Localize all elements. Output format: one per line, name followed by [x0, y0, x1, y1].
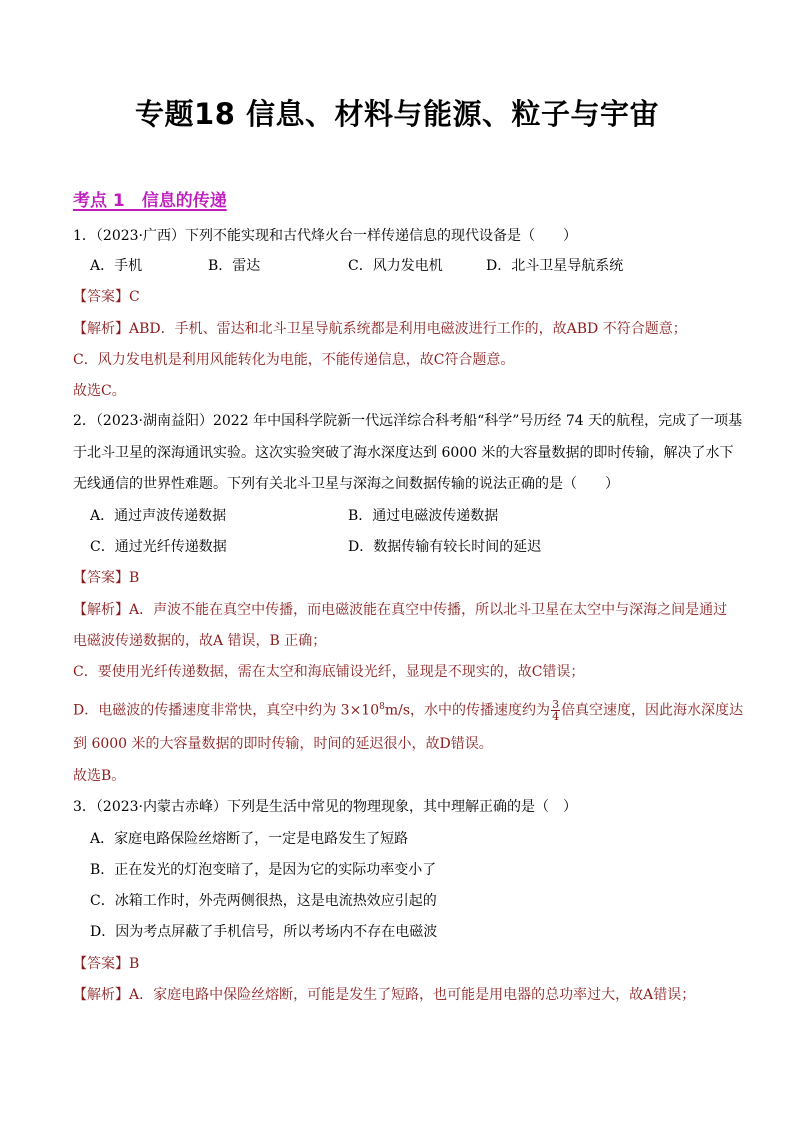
question-2-stem: 无线通信的世界性难题。下列有关北斗卫星与深海之间数据传输的说法正确的是（ ）: [73, 476, 619, 492]
q2-analysis-line: 【解析】A．声波不能在真空中传播，而电磁波能在真空中传播，所以北斗卫星在太空中与深海之间是通过: [73, 602, 728, 618]
q1-option-d: D．北斗卫星导航系统: [486, 258, 624, 274]
q2-option-d: D．数据传输有较长时间的延迟: [348, 539, 542, 555]
q1-option-a: A．手机: [90, 258, 143, 274]
q3-option-a: A．家庭电路保险丝熔断了，一定是电路发生了短路: [90, 831, 409, 847]
fraction: [551, 699, 560, 722]
q3-analysis-line: 【解析】A．家庭电路中保险丝熔断，可能是发生了短路，也可能是用电器的总功率过大，故A错误；: [73, 987, 696, 1003]
q1-conclusion: 故选C。: [73, 383, 126, 399]
q1-analysis-line: C．风力发电机是利用风能转化为电能，不能传递信息，故C符合题意。: [73, 352, 515, 368]
q2-analysis-line: 到 6000 米的大容量数据的即时传输，时间的延迟很小，故D错误。: [73, 736, 493, 752]
section-heading: 考点 1 信息的传递: [73, 191, 227, 211]
q1-answer: 【答案】C: [73, 289, 140, 305]
q3-option-b: B．正在发光的灯泡变暗了，是因为它的实际功率变小了: [90, 862, 437, 878]
q1-option-c: C．风力发电机: [348, 258, 443, 274]
q1-option-b: B．雷达: [208, 258, 261, 274]
q3-option-d: D．因为考点屏蔽了手机信号，所以考场内不存在电磁波: [90, 924, 438, 940]
fraction-numerator: 3: [552, 698, 560, 712]
q3-answer: 【答案】B: [73, 956, 140, 972]
q2-answer: 【答案】B: [73, 570, 140, 586]
q3-option-c: C．冰箱工作时，外壳两侧很热，这是电流热效应引起的: [90, 893, 437, 909]
q2-analysis-line: 电磁波传递数据的，故A 错误，B 正确；: [73, 633, 327, 649]
exponent: 8: [379, 702, 385, 712]
q2-analysis-line: [73, 697, 743, 722]
q2-option-c: C．通过光纤传递数据: [90, 539, 227, 555]
q2-analysis-text: 倍真空速度，因此海水深度达: [561, 702, 744, 719]
q2-analysis-line: C．要使用光纤传递数据，需在太空和海底铺设光纤，显现是不现实的，故C错误；: [73, 664, 585, 680]
q2-analysis-text: D．电磁波的传播速度非常快，真空中约为 3×10: [73, 702, 380, 719]
fraction-denominator: 4: [552, 710, 560, 724]
question-1-stem: 1．（2023·广西）下列不能实现和古代烽火台一样传递信息的现代设备是（ ）: [73, 228, 577, 244]
q2-analysis-text: m/s，水中的传播速度约为: [384, 702, 551, 719]
question-2-stem: 于北斗卫星的深海通讯实验。这次实验突破了海水深度达到 6000 米的大容量数据的即时传输，解决了水下: [73, 445, 734, 461]
q2-option-b: B．通过电磁波传递数据: [348, 508, 499, 524]
question-2-stem: 2．（2023·湖南益阳）2022 年中国科学院新一代远洋综合科考船“科学”号历经 74 天的航程，完成了一项基: [73, 413, 743, 429]
page-title: 专题18 信息、材料与能源、粒子与宇宙: [135, 97, 659, 131]
question-3-stem: 3．（2023·内蒙古赤峰）下列是生活中常见的物理现象，其中理解正确的是（ ）: [73, 799, 577, 815]
q1-analysis-line: 【解析】ABD．手机、雷达和北斗卫星导航系统都是利用电磁波进行工作的，故ABD 不符合题意；: [73, 321, 687, 337]
q2-option-a: A．通过声波传递数据: [90, 508, 227, 524]
q2-conclusion: 故选B。: [73, 768, 126, 784]
